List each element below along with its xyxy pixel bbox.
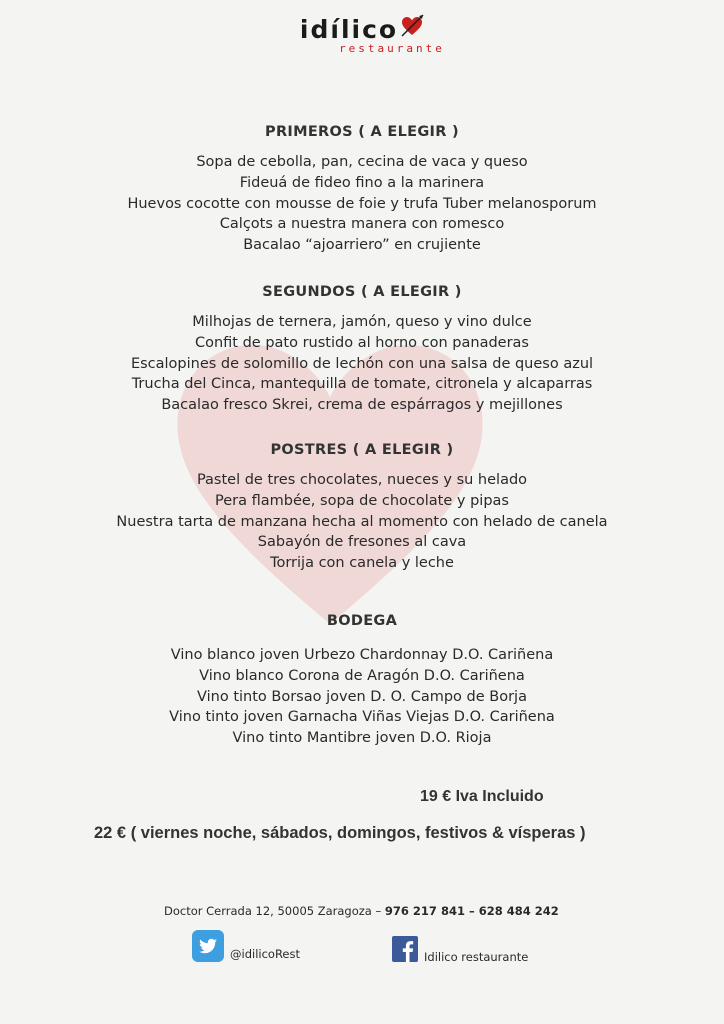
contact-address — [164, 904, 559, 918]
menu-item: Pera flambée, sopa de chocolate y pipas — [215, 492, 509, 509]
menu-item: Nuestra tarta de manzana hecha al momento con helado de canela — [116, 513, 608, 530]
wine-item: Vino tinto joven Garnacha Viñas Viejas D.O. Cariñena — [169, 709, 555, 726]
heart-arrow-icon — [400, 14, 424, 38]
address-text: Doctor Cerrada 12, 50005 Zaragoza – — [164, 904, 382, 918]
section-heading: POSTRES ( A ELEGIR ) — [270, 442, 454, 458]
facebook-icon[interactable] — [392, 936, 418, 962]
section-segundos — [0, 284, 724, 416]
wine-item: Vino blanco Corona de Aragón D.O. Cariñena — [199, 667, 525, 684]
wine-item: Vino blanco joven Urbezo Chardonnay D.O. Cariñena — [170, 647, 554, 663]
phone-numbers: 976 217 841 – 628 484 242 — [384, 904, 559, 918]
menu-item: Bacalao fresco Skrei, crema de espárragos y mejillones — [161, 397, 563, 414]
section-primeros — [0, 124, 724, 256]
menu-item: Fideuá de fideo fino a la marinera — [239, 174, 485, 191]
twitter-handle[interactable]: @idilicoRest — [230, 947, 300, 961]
menu-item: Milhojas de ternera, jamón, queso y vino dulce — [192, 314, 532, 330]
menu-item: Pastel de tres chocolates, nueces y su helado — [196, 472, 528, 488]
section-heading: PRIMEROS ( A ELEGIR ) — [265, 124, 459, 140]
menu-item: Confit de pato rustido al horno con panaderas — [194, 334, 529, 351]
menu-item: Bacalao “ajoarriero” en crujiente — [243, 237, 481, 254]
menu-item: Sopa de cebolla, pan, cecina de vaca y queso — [196, 154, 528, 170]
brand-subtitle: restaurante — [339, 42, 445, 55]
price-weekend: 22 € ( viernes noche, sábados, domingos, festivos & vísperas ) — [94, 824, 586, 842]
brand-logo — [0, 14, 724, 55]
brand-name: idílico — [299, 15, 399, 44]
section-postres — [0, 442, 724, 574]
facebook-link[interactable] — [392, 934, 528, 964]
section-heading: SEGUNDOS ( A ELEGIR ) — [262, 284, 462, 300]
menu-item: Sabayón de fresones al cava — [257, 534, 467, 551]
twitter-link[interactable] — [192, 930, 300, 962]
facebook-name[interactable]: Idilico restaurante — [424, 950, 529, 964]
section-heading: BODEGA — [326, 613, 398, 629]
section-bodega — [0, 613, 724, 749]
wine-item: Vino tinto Borsao joven D. O. Campo de Borja — [197, 688, 527, 705]
menu-item: Escalopines de solomillo de lechón con una salsa de queso azul — [130, 355, 594, 372]
menu-item: Torrija con canela y leche — [270, 555, 454, 572]
menu-item: Trucha del Cinca, mantequilla de tomate, citronela y alcaparras — [131, 376, 593, 393]
wine-item: Vino tinto Mantibre joven D.O. Rioja — [232, 730, 492, 747]
price-weekday: 19 € Iva Incluido — [420, 788, 544, 805]
twitter-icon[interactable] — [192, 930, 224, 962]
menu-item: Calçots a nuestra manera con romesco — [219, 216, 505, 233]
menu-item: Huevos cocotte con mousse de foie y trufa Tuber melanosporum — [127, 195, 597, 212]
